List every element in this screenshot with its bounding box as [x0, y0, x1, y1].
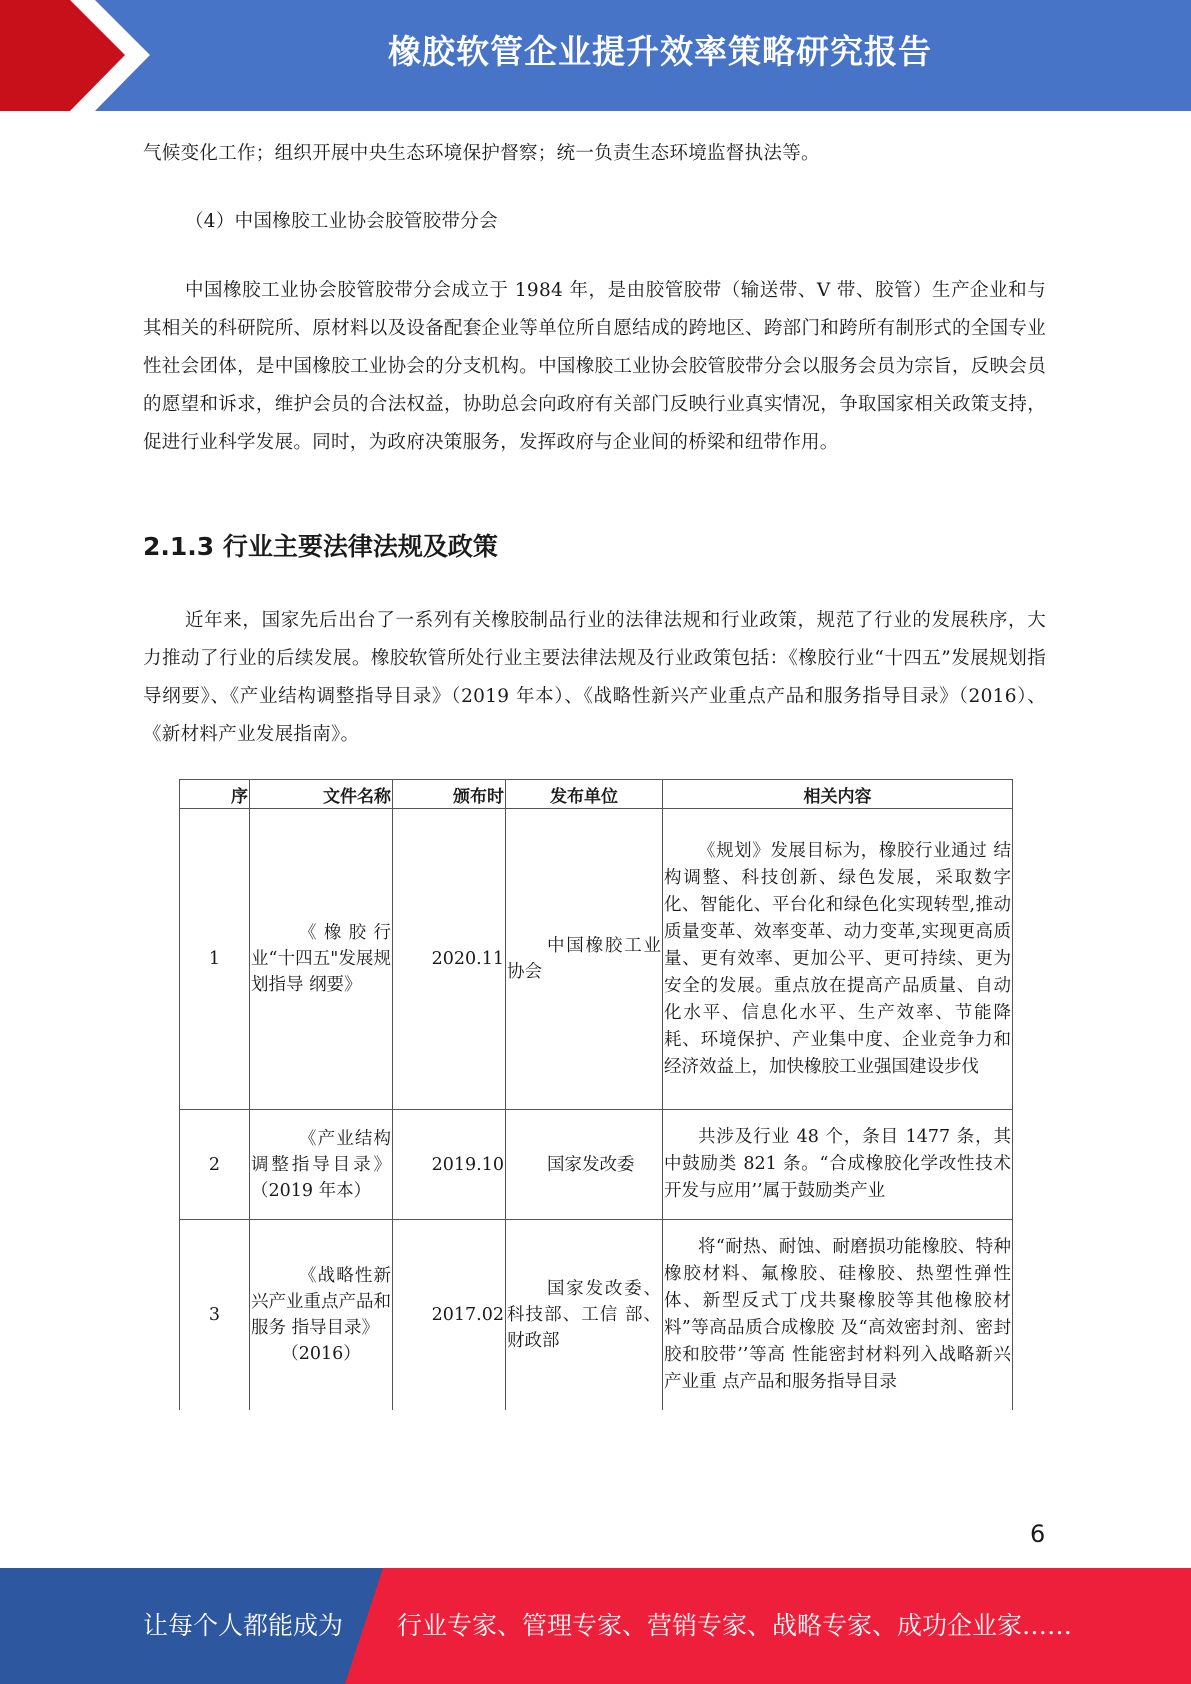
header-no: 序: [180, 780, 250, 809]
paragraph-1: 气候变化工作；组织开展中央生态环境保护督察；统一负责生态环境监督执法等。: [143, 143, 820, 164]
row-unit: 国家发改委: [506, 1110, 663, 1220]
header-unit: 发布单位: [506, 780, 663, 809]
row-content: 共涉及行业 48 个，条目 1477 条，其 中鼓励类 821 条。“合成橡胶化学改性技术开发与应用’’属于鼓励类产业: [663, 1110, 1013, 1220]
row-name-text: 《战略性新 兴产业重点产品和服务 指导目录》: [251, 1265, 391, 1338]
table-row: [180, 1220, 1013, 1410]
row-date: 2020.11: [393, 809, 506, 1110]
report-title: 橡胶软管企业提升效率策略研究报告: [388, 32, 932, 71]
footer-slogan-right: 行业专家、管理专家、营销专家、战略专家、成功企业家……: [397, 1611, 1073, 1640]
header-content: 相关内容: [663, 780, 1013, 809]
row-unit: 中国橡胶工业 协会: [506, 809, 663, 1110]
row-date: 2017.02: [393, 1220, 506, 1410]
row-name-year: （2016）: [281, 1343, 361, 1364]
page-footer: [0, 1568, 1191, 1684]
row-no: 2: [180, 1110, 250, 1220]
row-no: 1: [180, 809, 250, 1110]
row-date: 2019.10: [393, 1110, 506, 1220]
header-name: 文件名称: [250, 780, 393, 809]
policy-table: [179, 779, 1013, 1410]
table-header-row: [180, 780, 1013, 809]
row-content: 将“耐热、耐蚀、耐磨损功能橡胶、特种橡胶材料、氟橡胶、硅橡胶、热塑性弹性体、新型反式丁戊共聚橡胶等其他橡胶材料”等高品质合成橡胶 及“高效密封剂、密封胶和胶带’’等高 性能密封材料列入战略新兴产业重 点产品和服务指导目录: [663, 1220, 1013, 1410]
paragraph-2: （4）中国橡胶工业协会胶管胶带分会: [185, 211, 498, 232]
row-no: 3: [180, 1220, 250, 1410]
row-name: 《产业结构 调整指导目录》（2019 年本）: [250, 1110, 393, 1220]
header-date: 颁布时: [393, 780, 506, 809]
section-heading: 2.1.3 行业主要法律法规及政策: [143, 532, 498, 561]
table-row: [180, 809, 1013, 1110]
row-content: 《规划》发展目标为，橡胶行业通过 结构调整、科技创新、绿色发展，采取数字化、智能化、平台化和绿色化实现转型,推动质量变革、效率变革、动力变革,实现更高质量、更有效率、更加公平、更可持续、更为安全的发展。重点放在提高产品质量、自动化水平、信息化水平、生产效率、节能降耗、环境保护、产业集中度、企业竞争力和经济效益上，加快橡胶工业强国建设步伐: [663, 809, 1013, 1110]
row-name: 《橡胶行业“十四五"发展规划指导 纲要》: [250, 809, 393, 1110]
paragraph-4: 近年来，国家先后出台了一系列有关橡胶制品行业的法律法规和行业政策，规范了行业的发展秩序，大力推动了行业的后续发展。橡胶软管所处行业主要法律法规及行业政策包括：《橡胶行业“十四五”发展规划指导纲要》、《产业结构调整指导目录》（2019 年本）、《战略性新兴产业重点产品和服务指导目录》（2016）、《新材料产业发展指南》。: [143, 610, 1046, 745]
table-row: [180, 1110, 1013, 1220]
footer-slogan-left: 让每个人都能成为: [143, 1611, 344, 1640]
paragraph-3: 中国橡胶工业协会胶管胶带分会成立于 1984 年，是由胶管胶带（输送带、V 带、胶管）生产企业和与其相关的科研院所、原材料以及设备配套企业等单位所自愿结成的跨地区、跨部门和跨所有制形式的全国专业性社会团体，是中国橡胶工业协会的分支机构。中国橡胶工业协会胶管胶带分会以服务会员为宗旨，反映会员的愿望和诉求，维护会员的合法权益，协助总会向政府有关部门反映行业真实情况，争取国家相关政策支持，促进行业科学发展。同时，为政府决策服务，发挥政府与企业间的桥梁和纽带作用。: [143, 280, 1046, 453]
row-name: [250, 1220, 393, 1410]
page-header: [0, 0, 1191, 111]
row-unit: 国家发改委、科技部、工信 部、财政部: [506, 1220, 663, 1410]
page-number: 6: [1030, 1520, 1046, 1548]
